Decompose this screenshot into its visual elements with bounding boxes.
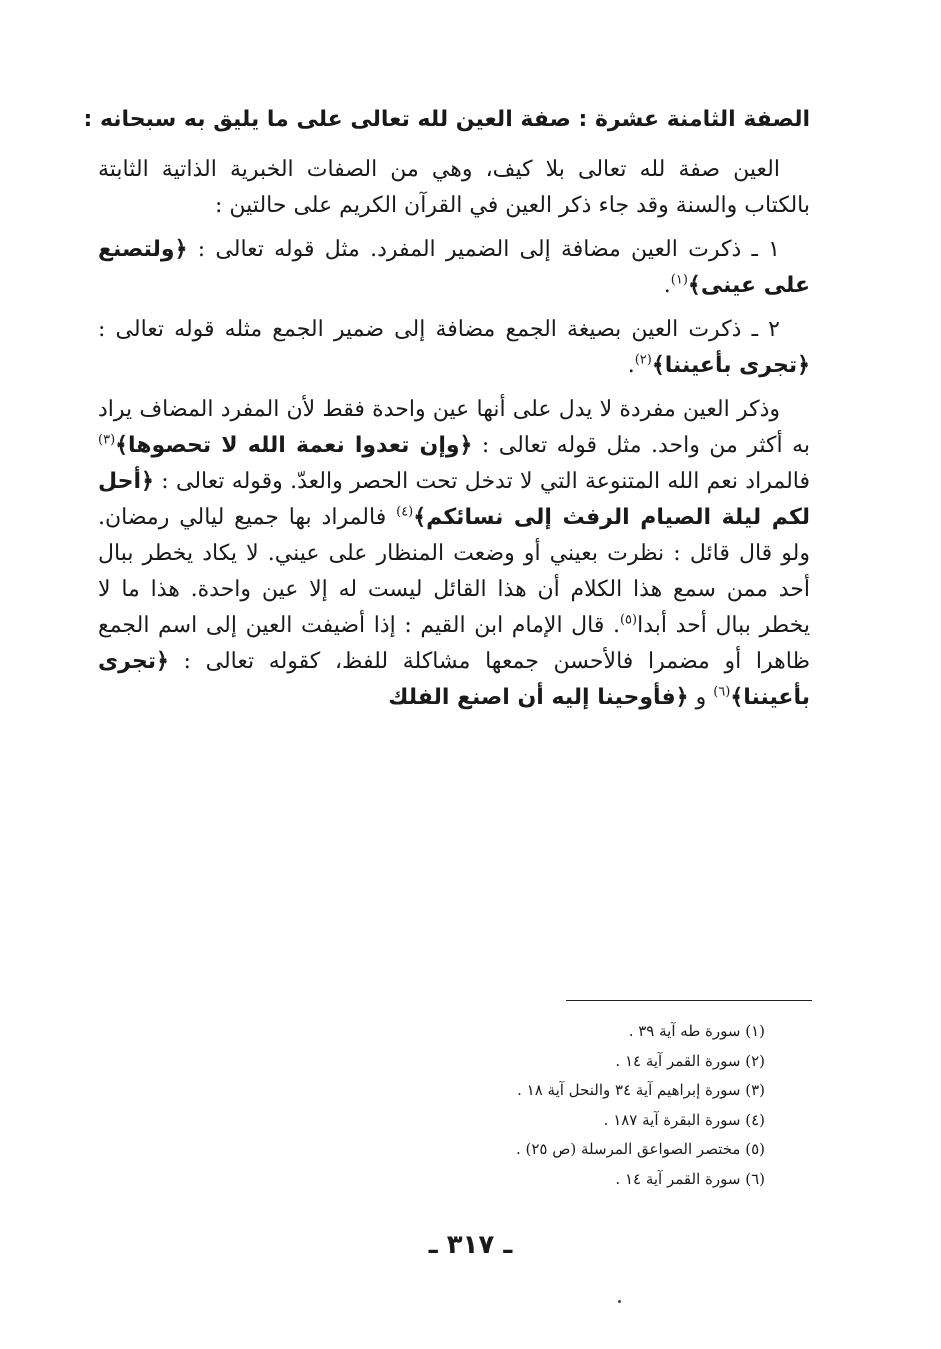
footnote-divider — [566, 1000, 812, 1001]
footnote-ref-4[interactable]: (٤) — [396, 504, 414, 520]
main-paragraph-part-b: فالمراد نعم الله المتنوعة التي لا تدخل تحت الحصر والعدّ. وقوله تعالى : — [161, 469, 810, 494]
list-item-2 — [98, 312, 810, 384]
footnote-ref-2[interactable]: (٢) — [634, 352, 652, 368]
list-item-1-end: . — [663, 273, 671, 298]
footnote-ref-1[interactable]: (١) — [670, 272, 688, 288]
footnotes — [365, 1017, 765, 1194]
footnote-ref-5[interactable]: (٥) — [619, 612, 638, 628]
footnote-5: (٥) مختصر الصواعق المرسلة (ص ٢٥) . — [515, 1140, 765, 1158]
list-item-1-text: ١ ـ ذكرت العين مضافة إلى الضمير المفرد. مثل قوله تعالى : — [197, 237, 780, 262]
scan-speck — [618, 1300, 621, 1303]
footnote-1: (١) سورة طه آية ٣٩ . — [628, 1022, 765, 1040]
footnote-ref-3[interactable]: (٣) — [98, 432, 116, 448]
quran-quote-6: ﴿فأوحينا إليه أن اصنع الفلك — [388, 685, 689, 710]
main-paragraph-part-a: وذكر العين مفردة لا يدل على أنها عين واحدة فقط لأن المفرد المضاف يراد به أكثر من واحد. مثل قوله تعالى : — [98, 397, 810, 458]
page-number: ـ ٣١٧ ـ — [428, 1230, 513, 1260]
main-paragraph-part-c: فالمراد بها جميع ليالي رمضان. ولو قال قائل : نظرت بعيني أو وضعت المنظار على عيني. لا يكاد يخطر ببال أحد ممن سمع هذا الكلام أن هذا القائل ليست له إلا عين واحدة. هذا ما لا يخطر ببال أحد أبدا — [98, 505, 811, 638]
list-item-2-text: ٢ ـ ذكرت العين بصيغة الجمع مضافة إلى ضمير الجمع مثله قوله تعالى : — [98, 317, 780, 342]
main-paragraph-part-d: . قال الإمام ابن القيم : إذا أضيفت العين إلى اسم الجمع ظاهرا أو مضمرا فالأحسن جمعها مشاكلة للفظ، كقوله تعالى : — [98, 613, 810, 674]
main-paragraph-conjunction: و — [695, 685, 707, 710]
quran-quote-3: ﴿وإن تعدوا نعمة الله لا تحصوها﴾ — [115, 433, 473, 458]
list-item-1 — [98, 232, 810, 304]
quran-quote-5: ﴿تجرى بأعيننا﴾ — [98, 649, 810, 710]
quran-quote-2: ﴿تجرى بأعيننا﴾ — [651, 353, 810, 378]
section-heading: الصفة الثامنة عشرة : صفة العين لله تعالى على ما يليق به سبحانه : — [83, 107, 810, 132]
footnote-ref-6[interactable]: (٦) — [713, 684, 731, 700]
list-item-2-end: . — [627, 353, 635, 378]
intro-paragraph: العين صفة لله تعالى بلا كيف، وهي من الصفات الخبرية الذاتية الثابتة بالكتاب والسنة وقد جاء ذكر العين في القرآن الكريم على حالتين : — [98, 157, 810, 218]
main-paragraph — [98, 392, 810, 716]
footnote-2: (٢) سورة القمر آية ١٤ . — [615, 1051, 765, 1070]
quran-quote-1: ﴿ولتصنع على عينى﴾ — [98, 237, 810, 298]
footnote-6: (٦) سورة القمر آية ١٤ . — [615, 1169, 765, 1188]
footnote-3: (٣) سورة إبراهيم آية ٣٤ والنحل آية ١٨ . — [517, 1081, 765, 1099]
page-body — [83, 100, 811, 724]
quran-quote-4: ﴿أحل لكم ليلة الصيام الرفث إلى نسائكم﴾ — [98, 469, 810, 530]
footnote-4: (٤) سورة البقرة آية ١٨٧ . — [603, 1110, 765, 1129]
